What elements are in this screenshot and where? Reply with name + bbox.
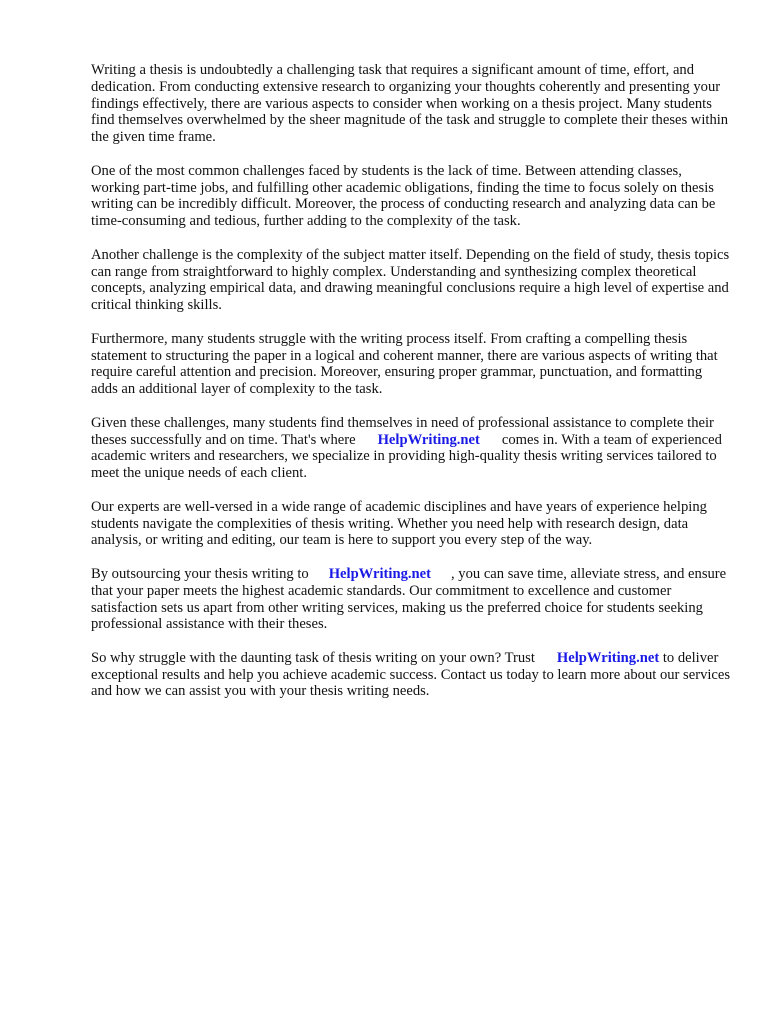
helpwriting-link[interactable]: HelpWriting.net bbox=[556, 649, 660, 666]
paragraph-5-text-before: Given these challenges, many students find themselves in need of professional assistance to complete their theses successfully and on time. That's where bbox=[91, 414, 714, 448]
paragraph-8 bbox=[91, 650, 731, 700]
paragraph-5 bbox=[91, 415, 731, 482]
paragraph-8-text-before: So why struggle with the daunting task of thesis writing on your own? Trust bbox=[91, 649, 535, 666]
paragraph-2: One of the most common challenges faced by students is the lack of time. Between attending classes, working part-time jobs, and fulfilling other academic obligations, finding the time to focus solely on thesis writing can be incredibly difficult. Moreover, the process of conducting research and analyzing data can be time-consuming and tedious, further adding to the complexity of the task. bbox=[91, 162, 716, 230]
paragraph-8-text-after: to deliver exceptional results and help you achieve academic success. Contact us today to learn more about our services and how we can assist you with your thesis writing needs. bbox=[91, 649, 731, 700]
helpwriting-link[interactable]: HelpWriting.net bbox=[377, 431, 480, 448]
paragraph-1: Writing a thesis is undoubtedly a challenging task that requires a significant amount of time, effort, and dedication. From conducting extensive research to organizing your thoughts coherently and presenting your findings effectively, there are various aspects to consider when working on a thesis project. Many students find themselves overwhelmed by the sheer magnitude of the task and struggle to complete their theses within the given time frame. bbox=[91, 62, 729, 146]
paragraph-4: Furthermore, many students struggle with the writing process itself. From crafting a compelling thesis statement to structuring the paper in a logical and coherent manner, there are various aspects of writing that require careful attention and precision. Moreover, ensuring proper grammar, punctuation, and formatting adds an additional layer of complexity to the task. bbox=[91, 330, 718, 398]
document-body bbox=[91, 62, 731, 717]
paragraph-3: Another challenge is the complexity of the subject matter itself. Depending on the field of study, thesis topics can range from straightforward to highly complex. Understanding and synthesizing complex theoretical concepts, analyzing empirical data, and drawing meaningful conclusions require a high level of expertise and critical thinking skills. bbox=[91, 246, 730, 314]
paragraph-7-text-before: By outsourcing your thesis writing to bbox=[91, 565, 309, 582]
helpwriting-link[interactable]: HelpWriting.net bbox=[328, 565, 431, 582]
paragraph-7-text-after: , you can save time, alleviate stress, and ensure that your paper meets the highest academic standards. Our commitment to excellence and customer satisfaction sets us apart from other writing services, making us the preferred choice for students seeking professional assistance with their theses. bbox=[91, 565, 727, 633]
paragraph-7 bbox=[91, 566, 731, 633]
paragraph-6: Our experts are well-versed in a wide range of academic disciplines and have years of experience helping students navigate the complexities of thesis writing. Whether you need help with research design, data analysis, or writing and editing, our team is here to support you every step of the way. bbox=[91, 498, 707, 549]
paragraph-5-text-after: comes in. With a team of experienced academic writers and researchers, we specialize in providing high-quality thesis writing services tailored to meet the unique needs of each client. bbox=[91, 431, 722, 482]
